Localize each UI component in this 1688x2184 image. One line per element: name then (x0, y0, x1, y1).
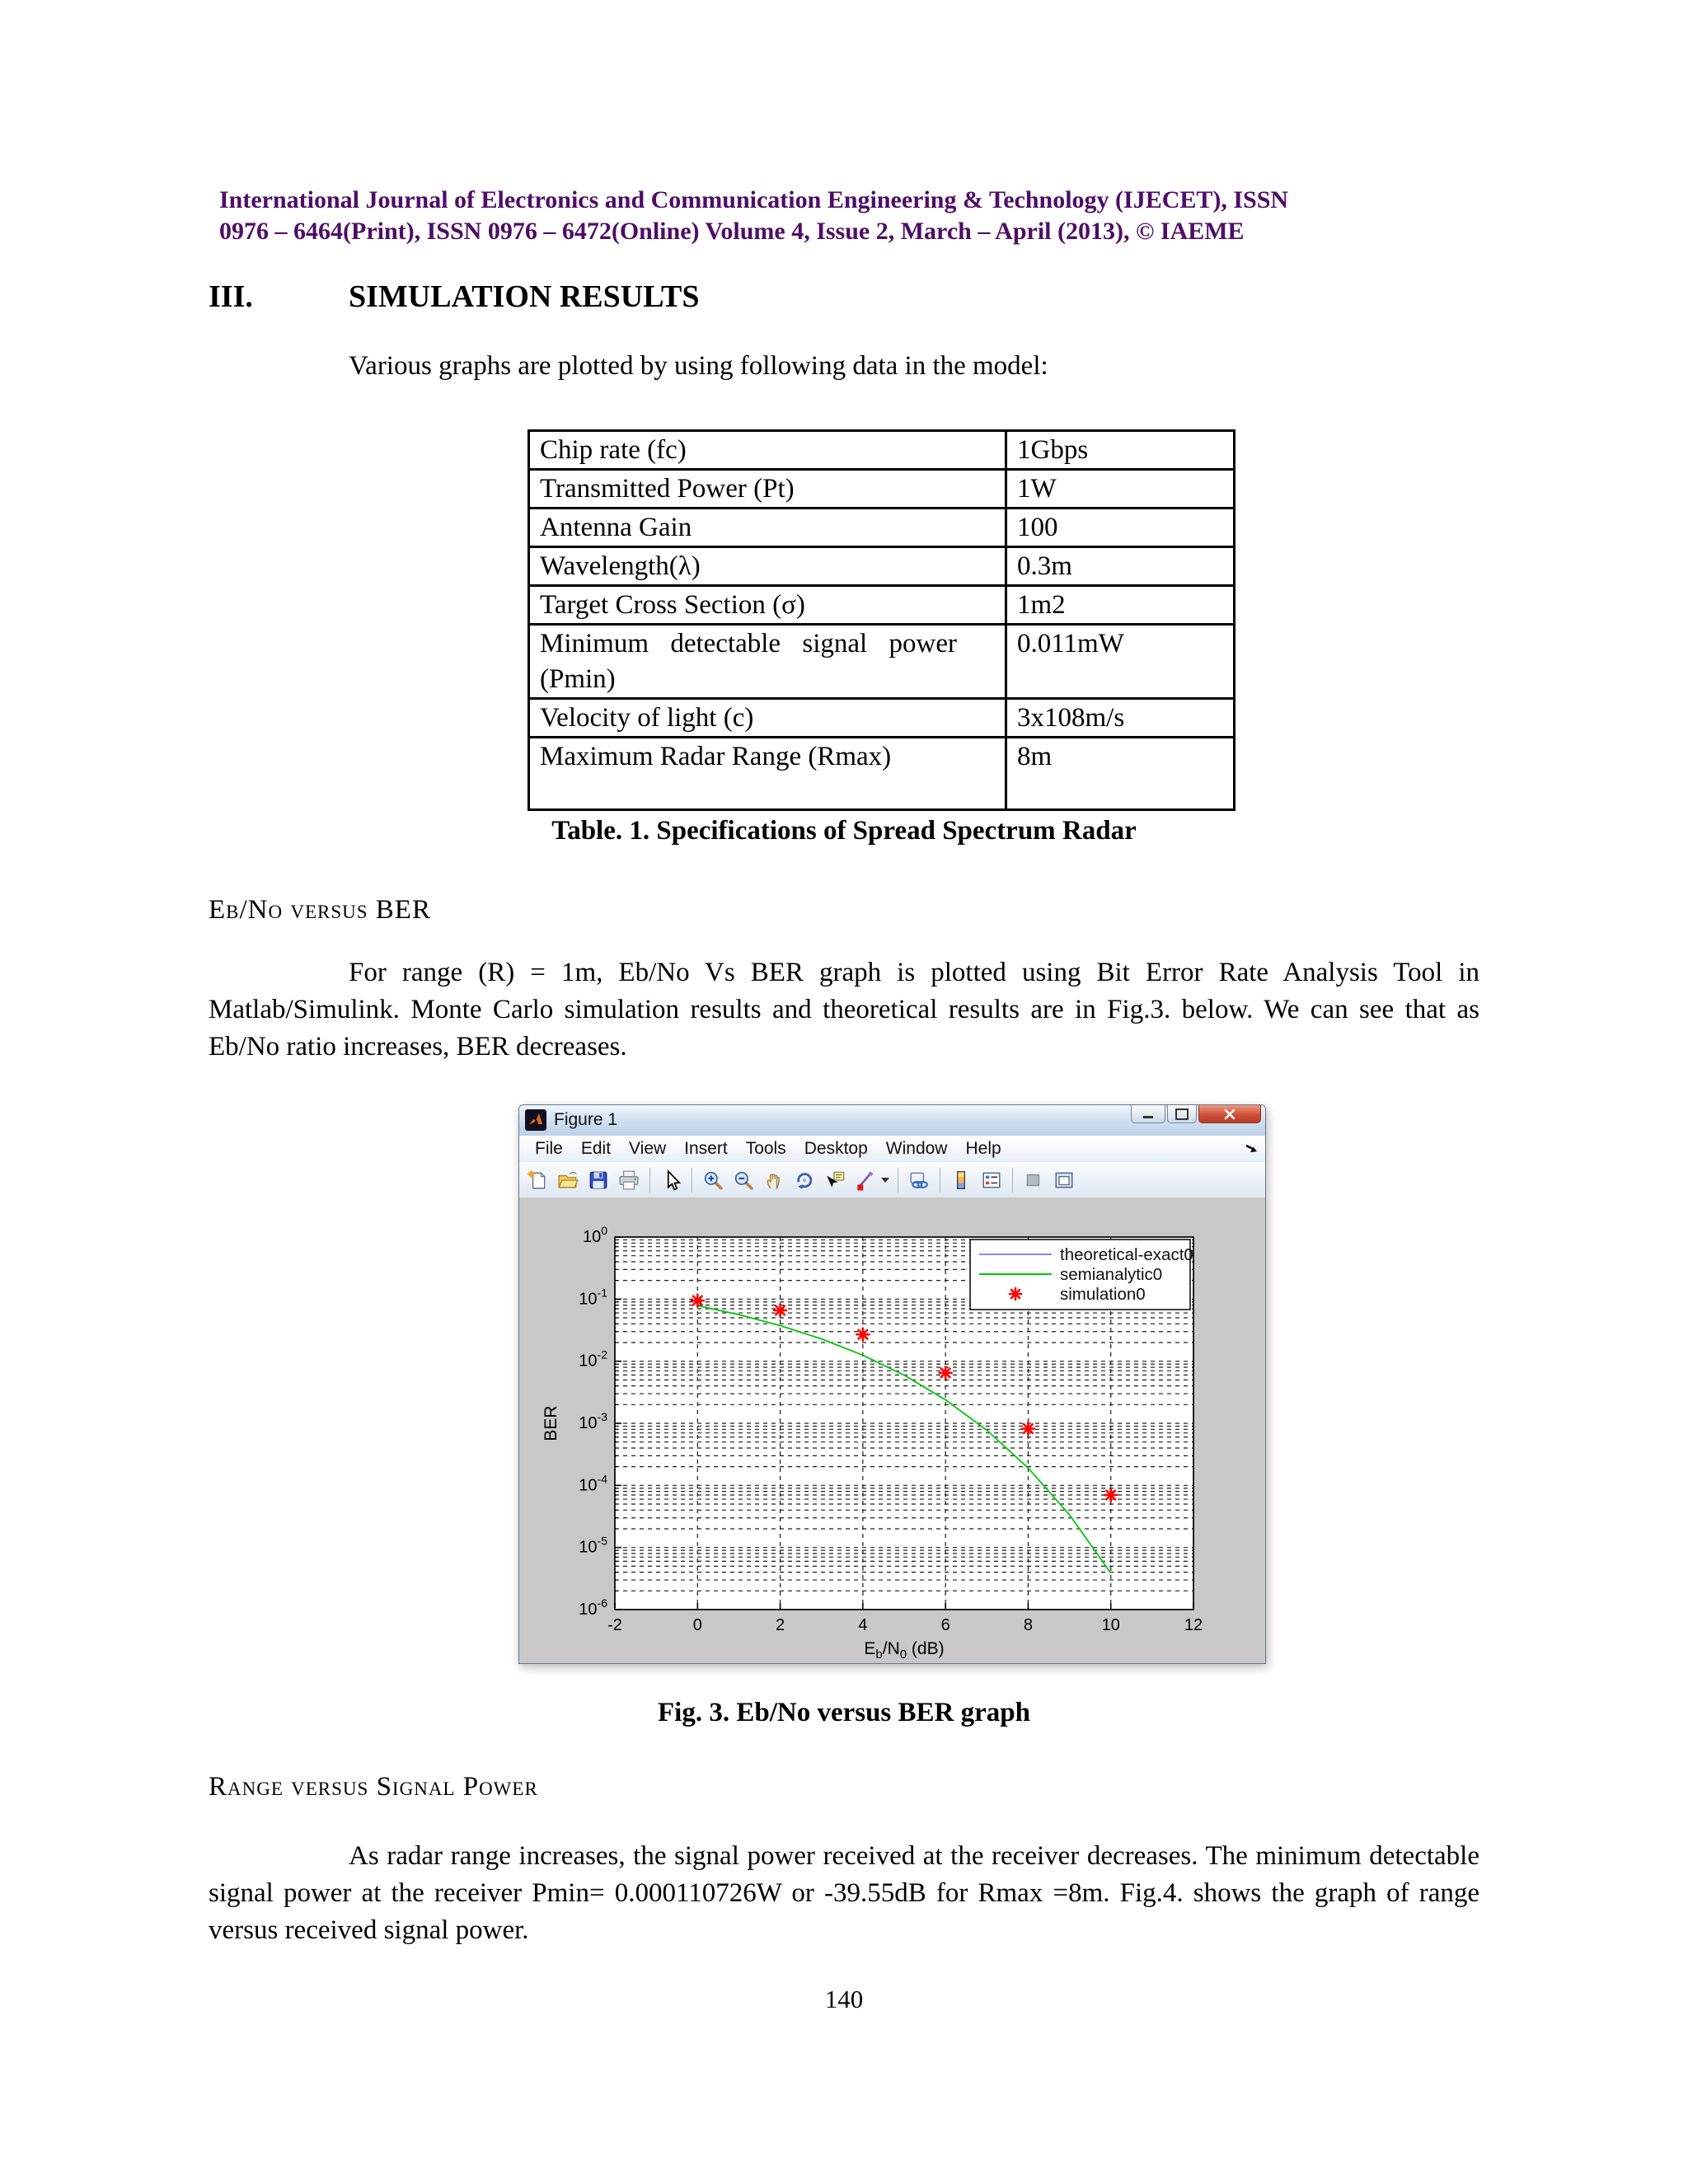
menu-edit[interactable]: Edit (580, 1139, 612, 1158)
spec-table (528, 429, 1236, 811)
menu-view[interactable]: View (629, 1139, 667, 1158)
menu-insert[interactable]: Insert (684, 1139, 728, 1158)
spec-label: Velocity of light (c) (529, 699, 1006, 738)
spec-label: Maximum Radar Range (Rmax) (529, 738, 1006, 810)
figure-toolbar (519, 1162, 1265, 1198)
spec-value: 0.011mW (1006, 625, 1235, 699)
spec-table-row (529, 509, 1235, 547)
hide-plot-tools-icon[interactable] (1021, 1168, 1046, 1193)
svg-text:4: 4 (858, 1616, 868, 1634)
minimize-button[interactable] (1131, 1105, 1165, 1123)
section-heading (209, 279, 1479, 315)
svg-text:10-1: $10^{-1}$ (579, 1286, 607, 1309)
svg-text:10-6: $10^{-6}$ (579, 1596, 607, 1619)
svg-text:100: $10^0$ (582, 1224, 607, 1246)
table-caption: Table. 1. Specifications of Spread Spectrum Radar (551, 816, 1137, 846)
svg-text:6: 6 (940, 1616, 950, 1634)
spec-value: 1W (1006, 470, 1235, 509)
page-number: 140 (824, 1985, 864, 2013)
window-buttons (1131, 1105, 1261, 1123)
close-icon (1224, 1108, 1236, 1120)
spec-value: 8m (1006, 738, 1235, 810)
svg-text:10-3: $10^{-3}$ (579, 1410, 607, 1432)
section-number: III. (209, 279, 253, 314)
intro-text: Various graphs are plotted by using following data in the model: (349, 351, 1048, 381)
select-cursor-icon[interactable] (659, 1168, 683, 1193)
menu-tools[interactable]: Tools (745, 1139, 786, 1158)
maximize-icon (1175, 1108, 1189, 1120)
insert-legend-icon[interactable] (979, 1168, 1004, 1193)
new-document-icon[interactable] (525, 1168, 550, 1193)
pan-hand-icon[interactable] (762, 1168, 786, 1193)
spec-table-row (529, 625, 1235, 699)
spec-table-row (529, 699, 1235, 738)
svg-text:semianalytic0: semianalytic0 (1060, 1265, 1163, 1284)
open-folder-icon[interactable] (556, 1168, 580, 1193)
spec-value: 3x108m/s (1006, 699, 1235, 738)
svg-text:0: 0 (692, 1616, 702, 1634)
svg-text:simulation0: simulation0 (1060, 1285, 1146, 1304)
matlab-figure-window (518, 1104, 1266, 1664)
menu-desktop[interactable]: Desktop (804, 1139, 868, 1158)
zoom-in-icon[interactable] (701, 1168, 725, 1193)
save-icon[interactable] (586, 1168, 611, 1193)
spec-table-row (529, 586, 1235, 625)
menu-window[interactable]: Window (885, 1139, 948, 1158)
spec-table-row (529, 738, 1235, 810)
spec-value: 0.3m (1006, 547, 1235, 586)
link-plots-icon[interactable] (907, 1168, 931, 1193)
journal-header-line2: 0976 – 6464(Print), ISSN 0976 – 6472(Online) Volume 4, Issue 2, March – April (2013), © IAEME (219, 218, 1245, 245)
spec-label: Transmitted Power (Pt) (529, 470, 1006, 509)
maximize-button[interactable] (1167, 1105, 1197, 1123)
minimize-icon (1143, 1116, 1153, 1118)
zoom-out-icon[interactable] (731, 1168, 756, 1193)
ber-plot[interactable] (519, 1197, 1265, 1663)
spec-label: Antenna Gain (529, 509, 1006, 547)
insert-colorbar-icon[interactable] (949, 1168, 973, 1193)
menu-overflow-icon[interactable] (1244, 1141, 1259, 1160)
rotate-3d-icon[interactable] (792, 1168, 817, 1193)
matlab-logo-icon (525, 1109, 546, 1131)
journal-header-line1: International Journal of Electronics and Communication Engineering & Technology (IJECET), ISSN (219, 186, 1289, 213)
svg-text:10-5: $10^{-5}$ (579, 1534, 607, 1557)
toolbar-separator (1012, 1168, 1013, 1193)
spec-label: Target Cross Section (σ) (529, 586, 1006, 625)
dock-figure-icon[interactable] (1052, 1168, 1076, 1193)
brush-data-icon[interactable] (853, 1168, 878, 1193)
subheading-ebno-versus-ber: Eb/No versus BER (209, 895, 431, 925)
spec-table-row (529, 431, 1235, 470)
figure-caption: Fig. 3. Eb/No versus BER graph (658, 1698, 1030, 1727)
spec-value: 100 (1006, 509, 1235, 547)
figure-titlebar[interactable] (519, 1105, 1265, 1137)
svg-text:theoretical-exact0: theoretical-exact0 (1060, 1245, 1193, 1264)
spec-table-row (529, 470, 1235, 509)
svg-text:8: 8 (1023, 1616, 1033, 1634)
svg-text:-2: -2 (607, 1616, 622, 1634)
subheading-range-versus-signal-power: Range versus Signal Power (209, 1772, 538, 1802)
print-icon[interactable] (617, 1168, 641, 1193)
svg-text:10-2: $10^{-2}$ (579, 1347, 607, 1371)
svg-text:10-4: $10^{-4}$ (579, 1472, 607, 1495)
close-button[interactable] (1198, 1105, 1261, 1123)
data-cursor-icon[interactable] (823, 1168, 847, 1193)
toolbar-separator (649, 1168, 650, 1193)
svg-text:Eb/N0 (dB): $E_b/N_0$ (dB) (864, 1639, 945, 1661)
journal-header (219, 185, 1538, 247)
figure-canvas (519, 1197, 1265, 1663)
menu-help[interactable]: Help (965, 1139, 1001, 1158)
spec-value: 1Gbps (1006, 431, 1235, 470)
spec-label: Wavelength(λ) (529, 547, 1006, 586)
spec-label: Minimum detectable signal power (Pmin) (529, 625, 1006, 699)
paragraph-range: As radar range increases, the signal power received at the receiver decreases. The minimum detectable signal power at the receiver Pmin= 0.000110726W or -39.55dB for Rmax =8m. Fig.4. shows the graph of range versus received signal power. (209, 1841, 1479, 1945)
svg-text:BER: BER (542, 1405, 560, 1441)
paragraph-ber: For range (R) = 1m, Eb/No Vs BER graph is plotted using Bit Error Rate Analysis Tool in Matlab/Simulink. Monte Carlo simulation results and theoretical results are in Fig.3. below. We can see that as Eb/No ratio increases, BER decreases. (209, 958, 1479, 1062)
spec-value: 1m2 (1006, 586, 1235, 625)
svg-text:2: 2 (776, 1616, 785, 1634)
menu-file[interactable]: File (535, 1139, 563, 1158)
figure-menubar (519, 1136, 1265, 1163)
brush-dropdown-icon[interactable] (881, 1178, 889, 1183)
svg-text:12: 12 (1184, 1616, 1203, 1634)
window-title: Figure 1 (554, 1110, 618, 1129)
svg-text:10: 10 (1101, 1616, 1120, 1634)
section-title: SIMULATION RESULTS (349, 279, 700, 314)
spec-table-row (529, 547, 1235, 586)
spec-label: Chip rate (fc) (529, 431, 1006, 470)
